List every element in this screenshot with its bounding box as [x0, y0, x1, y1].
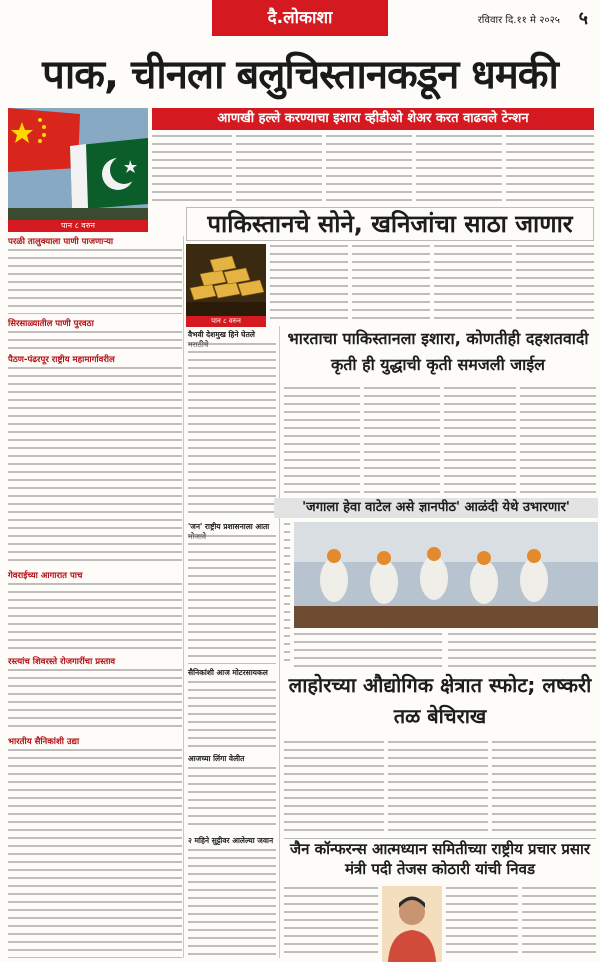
article-column [326, 134, 412, 204]
gold-bars-photo [186, 244, 266, 316]
main-headline: पाक, चीनला बलुचिस्तानकडून धमकी [42, 52, 558, 98]
left-story-title: रस्त्यांच शिवरस्ते रोजगारींचा प्रस्ताव [8, 657, 116, 667]
article-column [8, 366, 182, 566]
article-column [416, 134, 502, 204]
photo-caption: पान ८ वरुन [8, 220, 148, 232]
article-column [448, 632, 596, 668]
article-column [516, 244, 594, 322]
article-column [188, 766, 276, 830]
article-column [444, 386, 516, 494]
article-column [294, 632, 442, 668]
second-headline: पाकिस्तानचे सोने, खनिजांचा साठा जाणार [186, 207, 594, 241]
article-column [188, 680, 276, 750]
main-subheadline: आणखी हल्ले करण्याचा इशारा व्हीडीओ शेअर करत वाढवले टेन्शन [152, 108, 594, 130]
mid-story-title: 'जन' राष्ट्रीय प्रशासनाला आता [188, 522, 270, 531]
left-story-title: सिरसाळ्यातील पाणी पुरवठा [8, 319, 94, 329]
article-column [188, 848, 276, 958]
article-column [352, 244, 430, 322]
left-story-title: परळी तालुक्याला पाणी पाजणाऱ्या [8, 237, 114, 247]
article-column [8, 248, 182, 314]
china-flag-icon [8, 108, 80, 172]
article-column [188, 534, 276, 664]
column-divider [183, 236, 184, 958]
page-number: ५ [578, 8, 588, 29]
article-column [270, 244, 348, 322]
lahore-headline: लाहोरच्या औद्योगिक क्षेत्रात स्फोट; लष्करी तळ बेचिराख [288, 673, 592, 728]
article-column [284, 740, 384, 834]
mid-story-title: २ महिने सुट्टीवर आलेल्या जवान [188, 836, 274, 845]
article-column [284, 386, 360, 494]
jain-headline: जैन कॉन्फरन्स आत्मध्यान समितीच्या राष्ट्रीय प्रचार प्रसार मंत्री पदी तेजस कोठारी यांची निवड [284, 838, 596, 878]
portrait-photo [382, 886, 442, 962]
article-column [8, 330, 182, 350]
article-column [8, 668, 182, 732]
left-story-title: पैठण-पंढरपूर राष्ट्रीय महामार्गावरील [8, 355, 115, 365]
article-column [8, 582, 182, 652]
photo-caption: पान ८ वरुन [186, 316, 266, 327]
ceremony-photo [294, 522, 598, 628]
flags-photo [8, 108, 148, 220]
article-column [188, 342, 276, 518]
article-column [152, 134, 232, 204]
article-column [388, 740, 488, 834]
article-column [522, 886, 596, 958]
article-column [284, 522, 290, 666]
article-column [446, 886, 518, 958]
article-column [520, 386, 596, 494]
article-column [284, 886, 378, 958]
article-column [506, 134, 594, 204]
left-story-title: गेवराईच्या आगारात पाच [8, 571, 83, 581]
mid-story-title: आजच्या लिंगा वेलीत [188, 754, 245, 763]
newspaper-masthead: दै.लोकाशा [212, 0, 388, 36]
alandi-headline: 'जगाला हेवा वाटेल असे ज्ञानपीठ' आळंदी येथे उभारणार' [274, 498, 598, 518]
article-column [8, 748, 182, 958]
article-column [492, 740, 596, 834]
issue-date: रविवार दि.११ मे २०२५ [477, 15, 560, 26]
column-divider [279, 326, 280, 958]
pakistan-flag-icon [70, 138, 148, 210]
india-warning-headline: भारताचा पाकिस्तानला इशारा, कोणतीही दहशतवादी कृती ही युद्धाची कृती समजली जाईल [287, 329, 589, 374]
left-story-title: भारतीय सैनिकांशी उद्या [8, 737, 80, 747]
mid-story-title: सैनिकांशी आज मोटरसायकल [188, 668, 268, 677]
mid-story-title: वैभवी देशमुख हिने घेतले [188, 330, 255, 339]
article-column [236, 134, 322, 204]
article-column [364, 386, 440, 494]
article-column [434, 244, 512, 322]
